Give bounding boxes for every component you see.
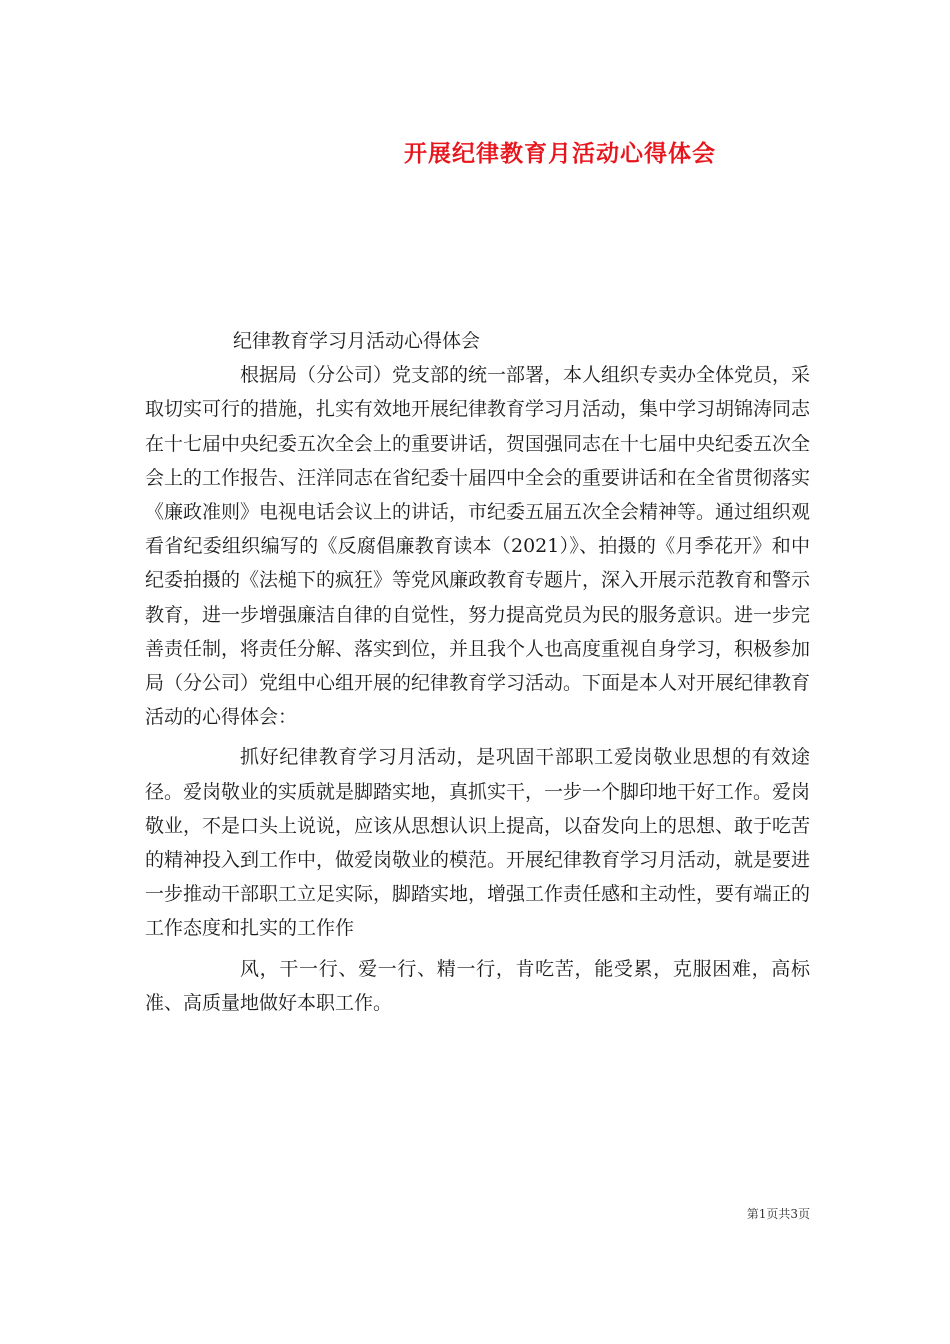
page-title-text: 开展纪律教育月活动心得体会 — [404, 140, 716, 167]
paragraph-3: 风，干一行、爱一行、精一行，肯吃苦，能受累，克服困难，高标准、高质量地做好本职工作。 — [145, 957, 810, 1014]
page-title — [0, 135, 950, 168]
paragraph-2: 抓好纪律教育学习月活动，是巩固干部职工爱岗敬业思想的有效途径。爱岗敬业的实质就是脚踏实地，真抓实干，一步一个脚印地干好工作。爱岗敬业，不是口头上说说，应该从思想认识上提高，以奋发向上的思想、敢于吃苦的精神投入到工作中，做爱岗敬业的模范。开展纪律教育学习月活动，就是要进一步推动干部职工立足实际，脚踏实地，增强工作责任感和主动性，要有端正的工作态度和扎实的工作作 — [145, 746, 811, 940]
document-subtitle: 纪律教育学习月活动心得体会 — [233, 330, 481, 352]
paragraph-1: 根据局（分公司）党支部的统一部署，本人组织专卖办全体党员，采取切实可行的措施，扎实有效地开展纪律教育学习月活动，集中学习胡锦涛同志在十七届中央纪委五次全会上的重要讲话，贺国强同志在十七届中央纪委五次全会上的工作报告、汪洋同志在省纪委十届四中全会的重要讲话和在全省贯彻落实《廉政准则》电视电话会议上的讲话，市纪委五届五次全会精神等。通过组织观看省纪委组织编写的《反腐倡廉教育读本（2021）》、拍摄的《月季花开》和中纪委拍摄的《法槌下的疯狂》等党风廉政教育专题片，深入开展示范教育和警示教育，进一步增强廉洁自律的自觉性，努力提高党员为民的服务意识。进一步完善责任制，将责任分解、落实到位，并且我个人也高度重视自身学习，积极参加局（分公司）党组中心组开展的纪律教育学习活动。下面是本人对开展纪律教育活动的心得体会： — [145, 364, 811, 729]
document-body — [145, 324, 810, 1020]
page-number: 第1页共3页 — [746, 1207, 810, 1221]
